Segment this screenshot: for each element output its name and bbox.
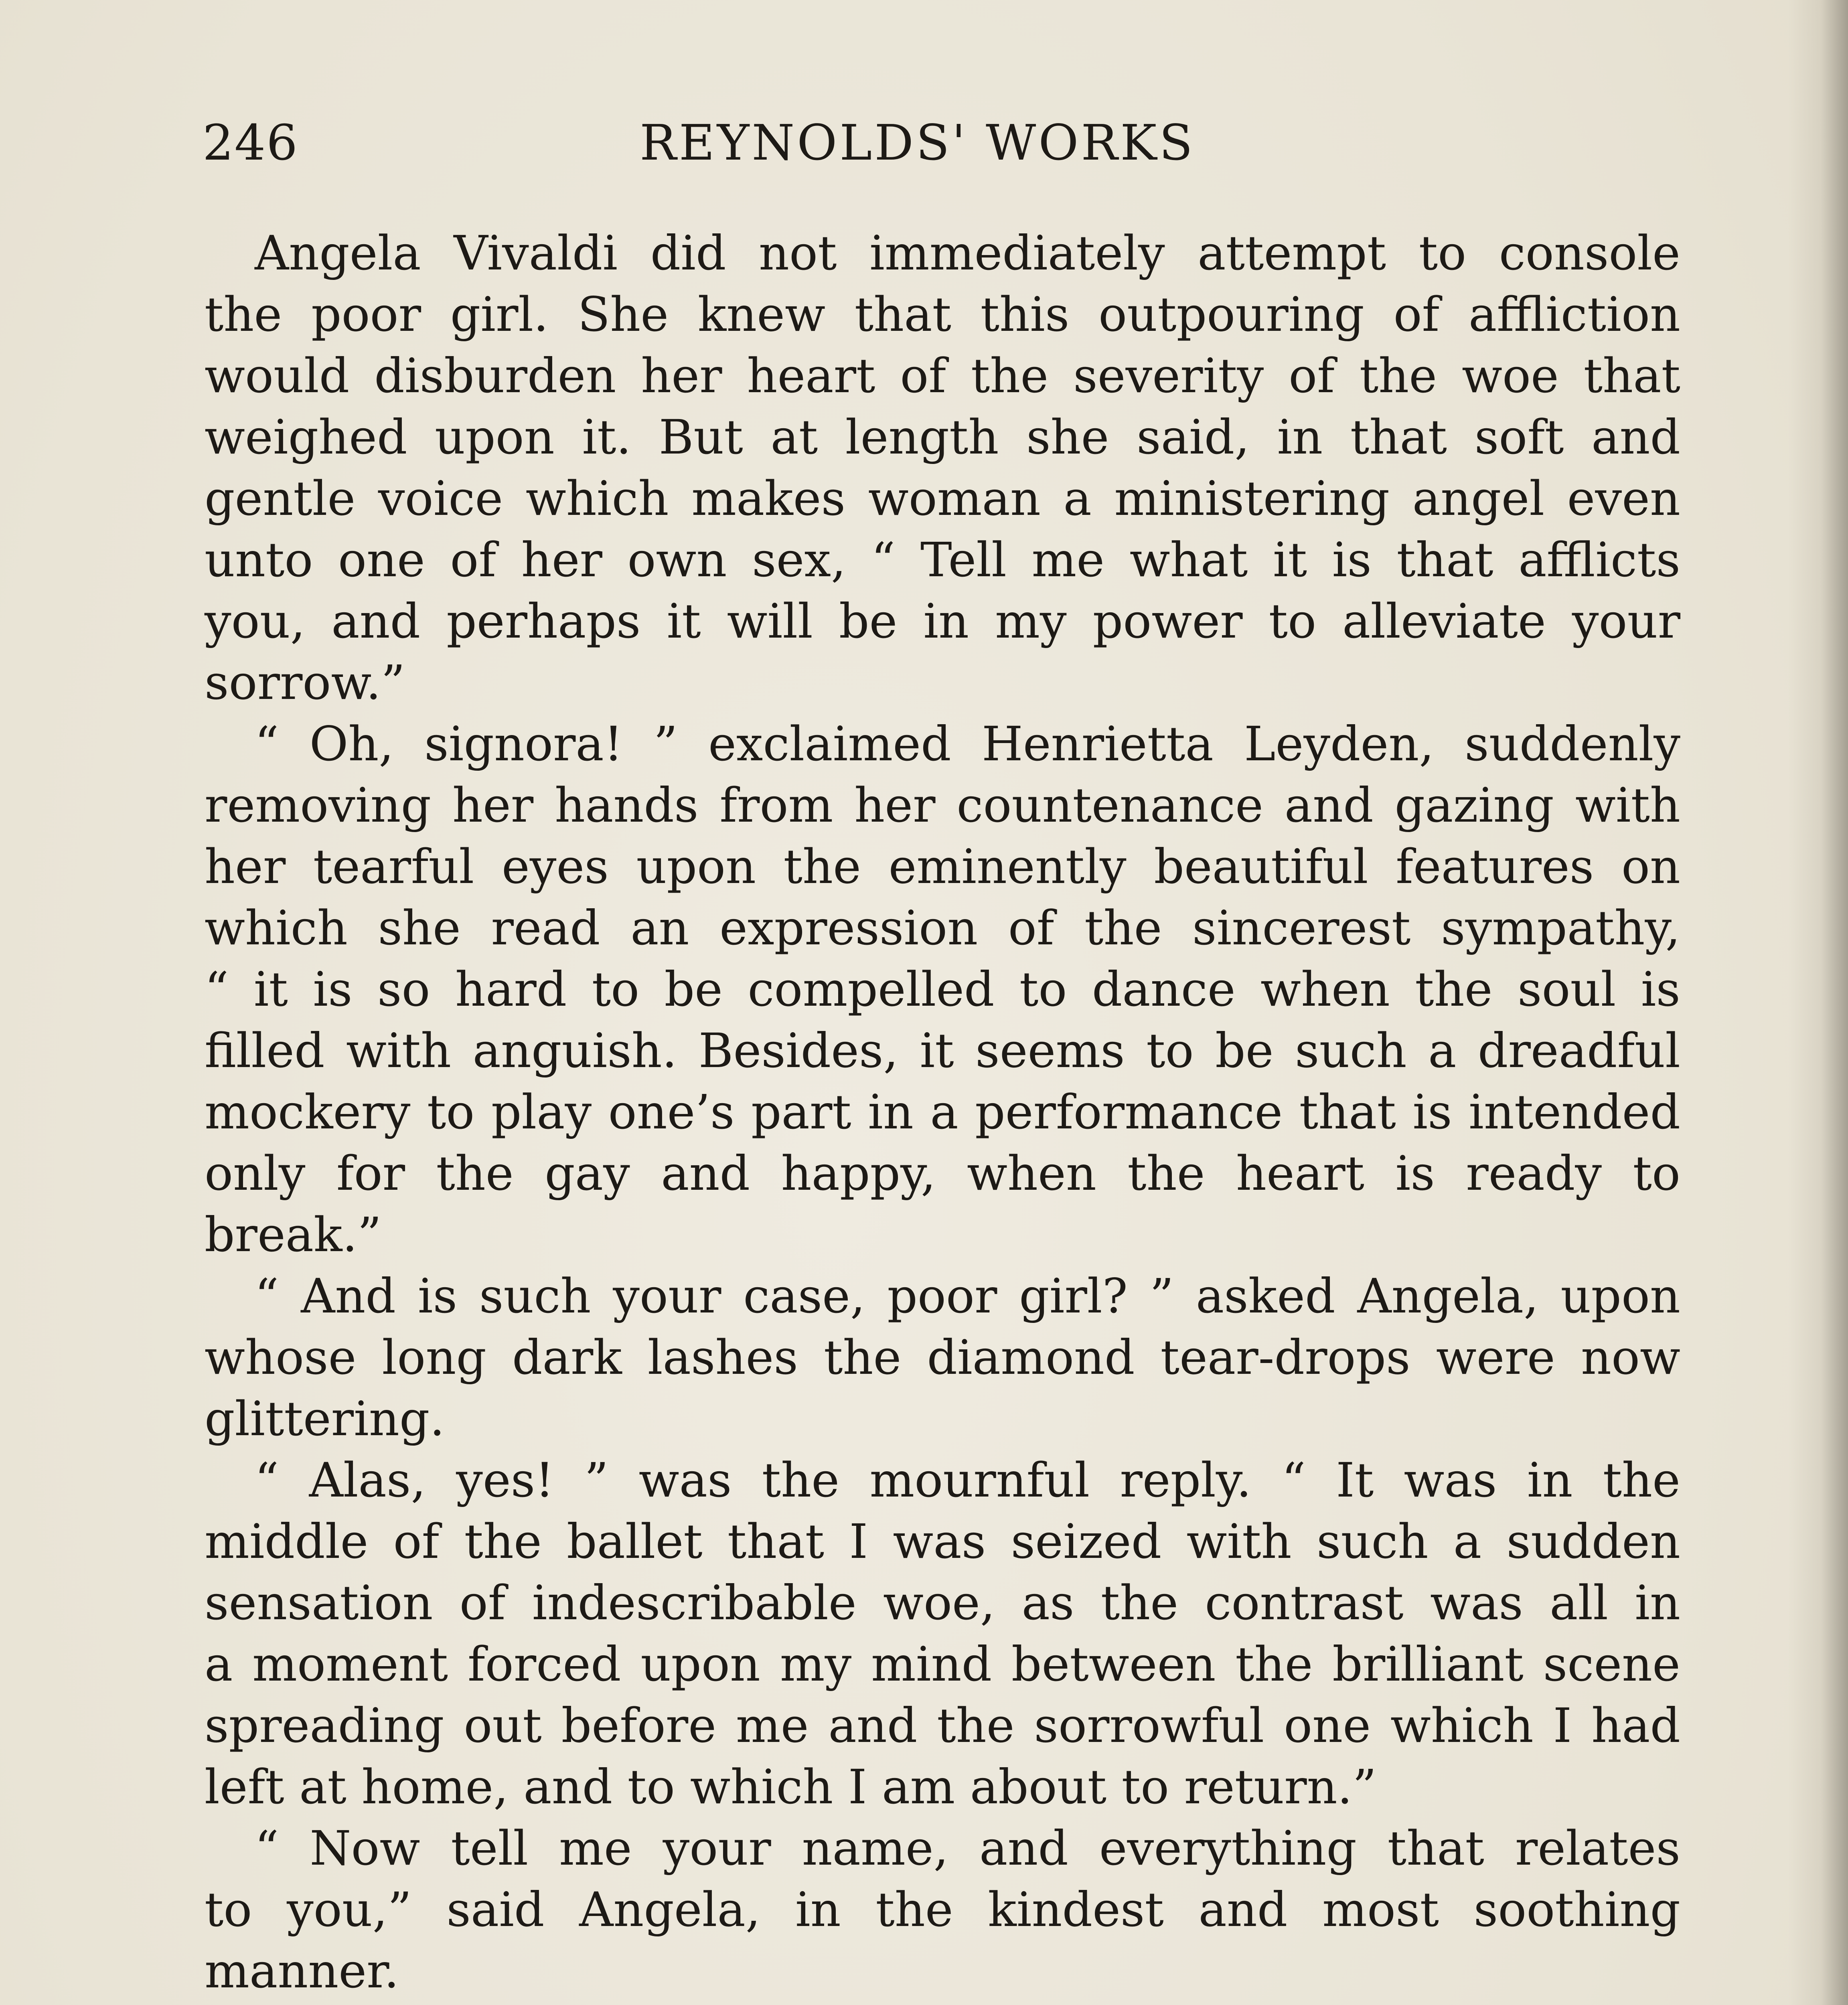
paragraph	[205, 223, 1680, 713]
text-line: left at home, and to which I am about to return.”	[205, 1759, 1377, 1815]
text-line: only for the gay and happy, when the heart is ready to	[205, 1146, 1680, 1201]
text-line: unto one of her own sex, “ Tell me what it is that afflicts	[205, 532, 1680, 587]
text-line: break.”	[205, 1207, 382, 1262]
page-edge-shadow	[1788, 0, 1848, 2005]
text-line: a moment forced upon my mind between the brilliant scene	[205, 1636, 1680, 1692]
paragraph	[205, 1266, 1680, 1450]
paragraph	[205, 1818, 1680, 2002]
paragraph	[205, 2002, 1680, 2005]
text-line: would disburden her heart of the severity of the woe that	[205, 348, 1680, 403]
text-line: manner.	[205, 1943, 399, 1999]
text-line: whose long dark lashes the diamond tear-drops were now	[205, 1330, 1680, 1385]
text-line: her tearful eyes upon the eminently beautiful features on	[205, 839, 1680, 894]
text-line: gentle voice which makes woman a ministering angel even	[205, 471, 1680, 526]
text-line: sorrow.”	[205, 655, 405, 710]
text-line: “ Now tell me your name, and everything that relates	[255, 1821, 1680, 1876]
page-number: 246	[203, 114, 298, 171]
text-line: “ it is so hard to be compelled to dance when the soul is	[205, 962, 1680, 1017]
text-line: “ Oh, signora! ” exclaimed Henrietta Leyden, suddenly	[255, 716, 1680, 772]
text-line: weighed upon it. But at length she said, in that soft and	[205, 409, 1680, 465]
text-line: which she read an expression of the sincerest sympathy,	[205, 900, 1680, 956]
text-line	[205, 2002, 1680, 2005]
text-line: “ Alas, yes! ” was the mournful reply. “ It was in the	[255, 1452, 1680, 1508]
body-text	[205, 223, 1680, 2005]
text-line: Angela Vivaldi did not immediately attempt to console	[255, 225, 1680, 281]
text-line: spreading out before me and the sorrowful one which I had	[205, 1698, 1680, 1753]
text-line: to you,” said Angela, in the kindest and most soothing	[205, 1882, 1680, 1937]
running-title: REYNOLDS' WORKS	[640, 114, 1195, 171]
paragraph	[205, 713, 1680, 1266]
text-line: the poor girl. She knew that this outpouring of affliction	[205, 287, 1680, 342]
text-line: middle of the ballet that I was seized with such a sudden	[205, 1514, 1680, 1569]
text-line: glittering.	[205, 1391, 445, 1446]
text-line: sensation of indescribable woe, as the contrast was all in	[205, 1575, 1680, 1630]
text-line: mockery to play one’s part in a performance that is intended	[205, 1084, 1680, 1140]
text-line: “ And is such your case, poor girl? ” asked Angela, upon	[255, 1268, 1680, 1324]
text-line: filled with anguish. Besides, it seems to be such a dreadful	[205, 1023, 1680, 1078]
paragraph	[205, 1450, 1680, 1818]
text-line: you, and perhaps it will be in my power to alleviate your	[205, 593, 1680, 649]
running-head	[203, 114, 1686, 186]
text-line: removing her hands from her countenance and gazing with	[205, 778, 1680, 833]
